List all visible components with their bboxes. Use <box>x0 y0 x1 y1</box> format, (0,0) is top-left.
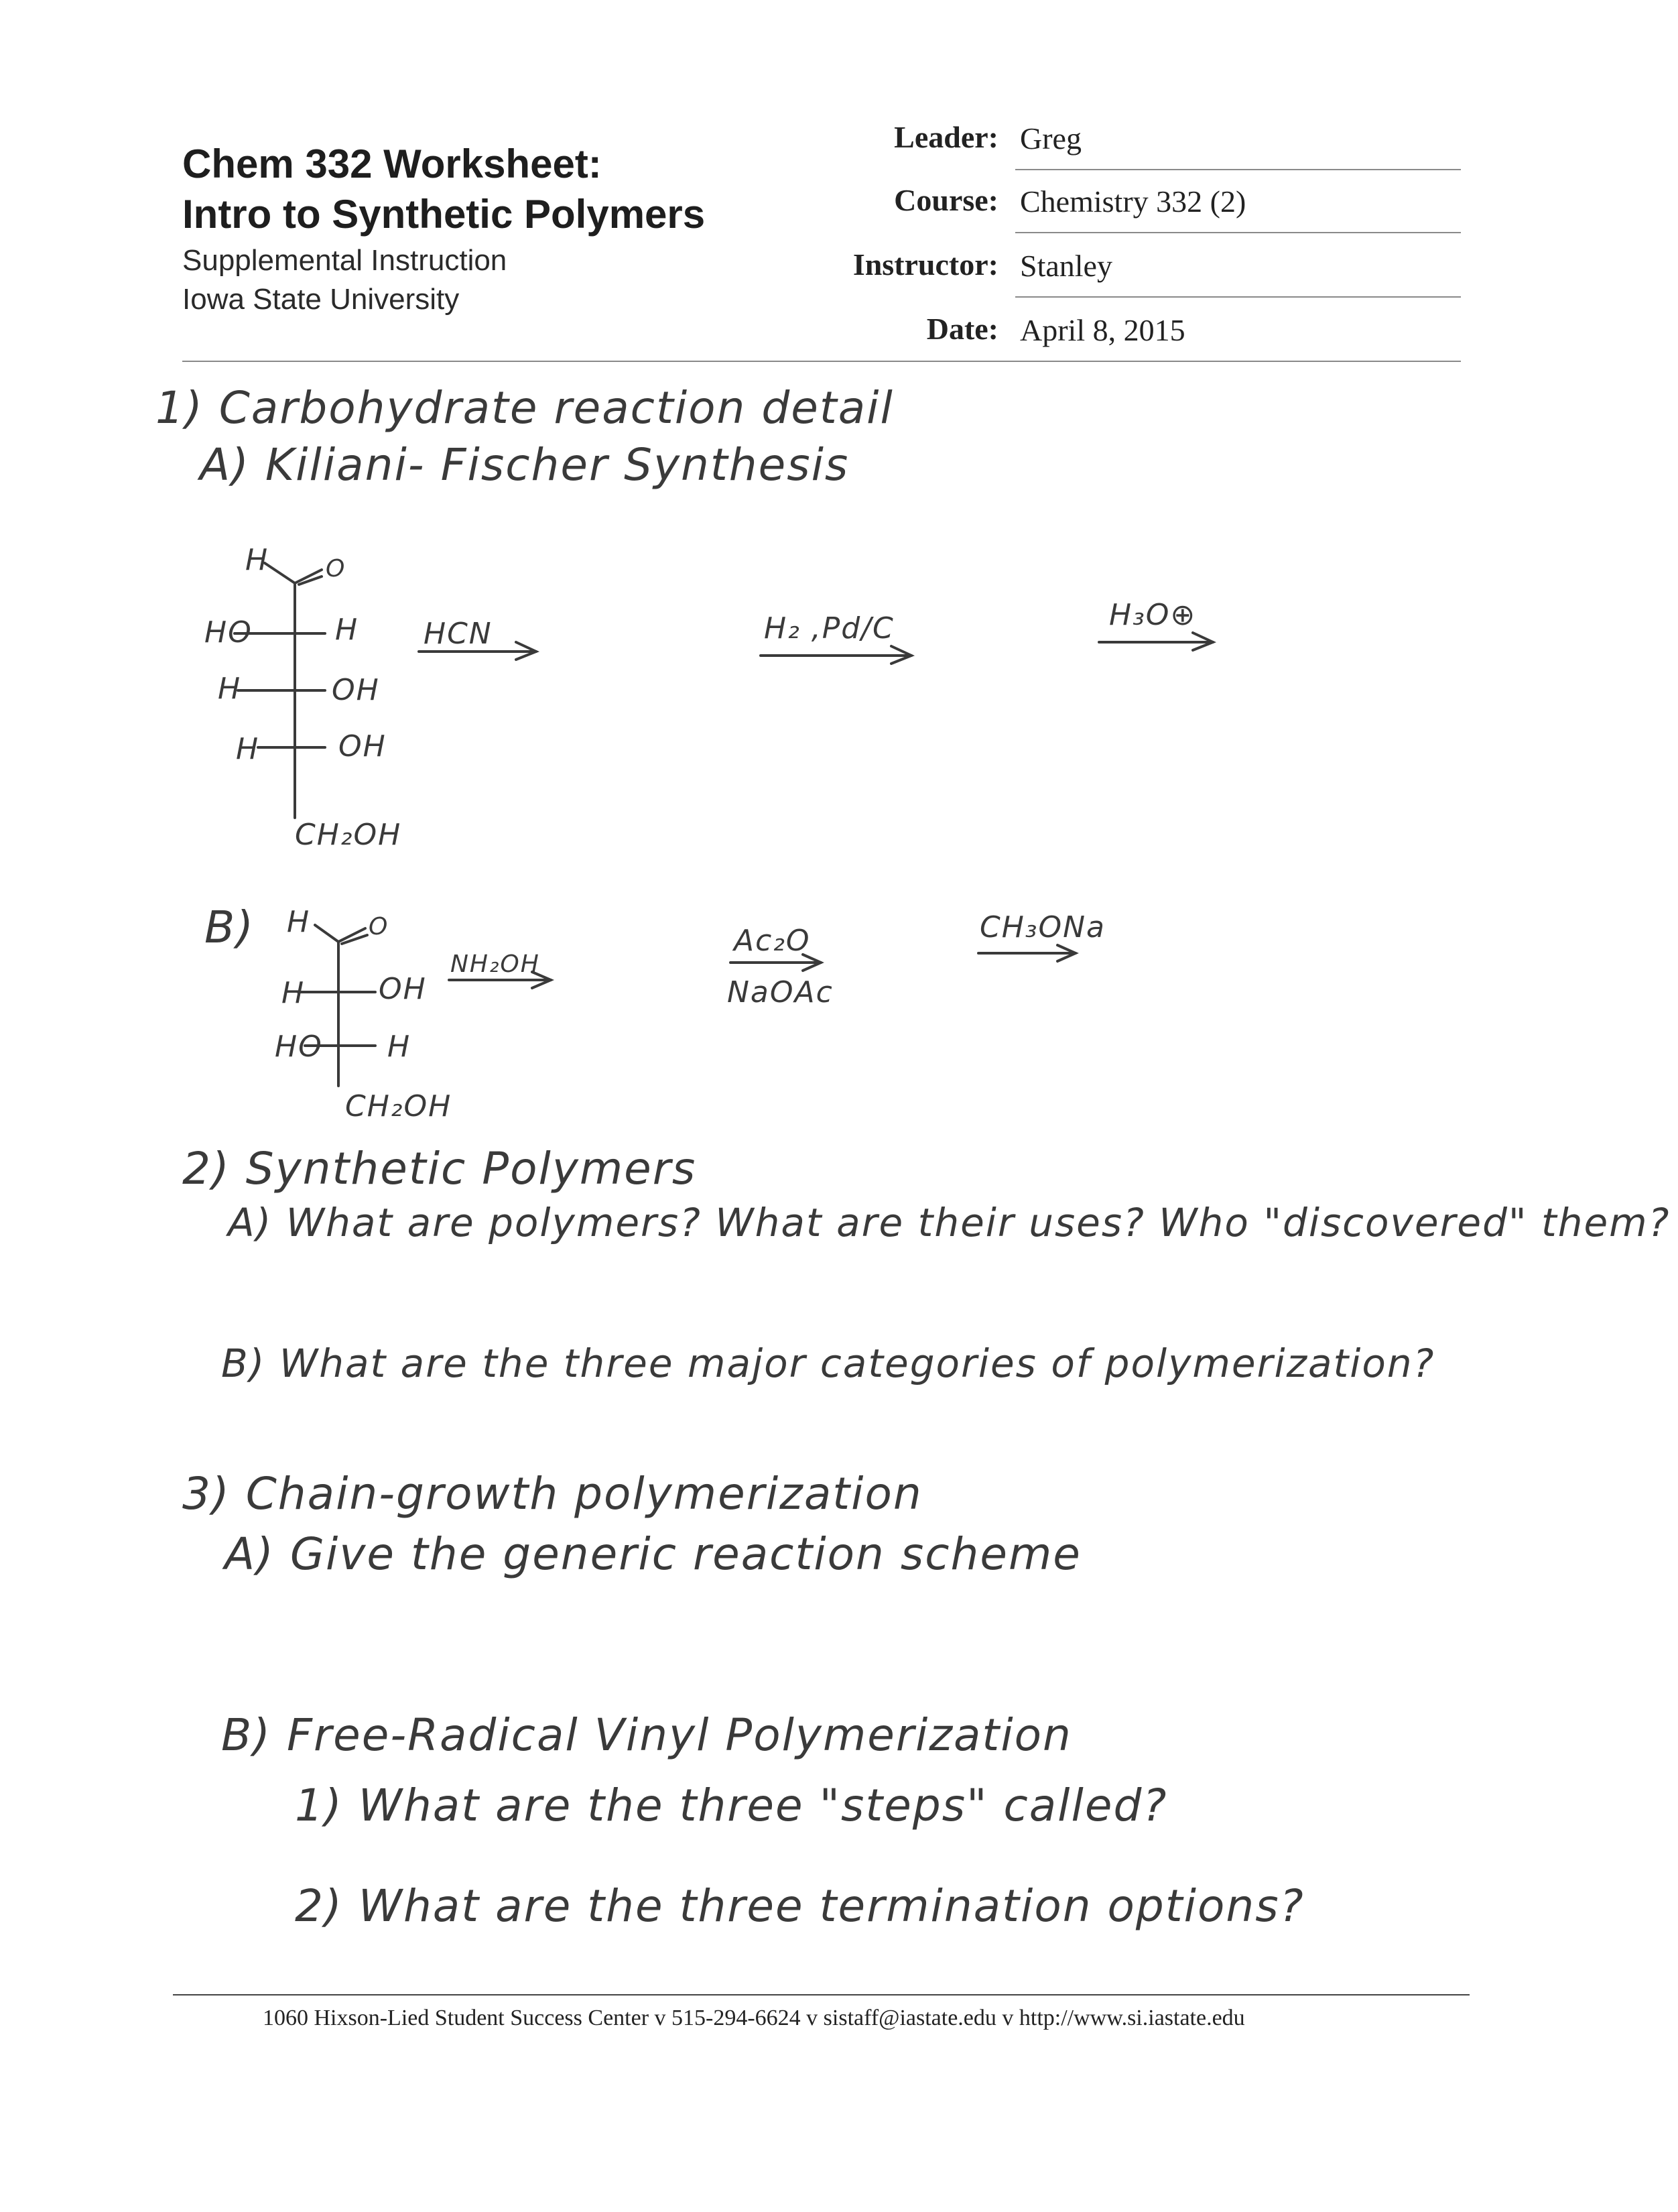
reagent-ch3ona: CH₃ONa <box>980 910 1106 944</box>
footer-contact: 1060 Hixson-Lied Student Success Center v 515-294-6624 v sistaff@iastate.edu v http://www.si.iastate.edu <box>263 2006 1245 2030</box>
reagent-h3o-plus: H₃O⊕ <box>1109 598 1197 632</box>
section2-question-b: B) What are the three major categories of polymerization? <box>221 1341 1435 1386</box>
fischer-b-row1-left: H <box>281 976 306 1010</box>
section3-question-b2: 2) What are the three termination options? <box>295 1880 1305 1932</box>
section2-question-a: A) What are polymers? What are their uses? Who "discovered" them? <box>228 1200 1671 1245</box>
section3-question-b: B) Free-Radical Vinyl Polymerization <box>221 1709 1072 1761</box>
instructor-value: Stanley <box>1020 249 1112 283</box>
subtitle-line1: Supplemental Instruction <box>182 244 507 277</box>
fischer-a-row1-left: HO <box>204 615 253 650</box>
worksheet-title-line2: Intro to Synthetic Polymers <box>182 192 706 237</box>
instructor-label: Instructor: <box>852 247 998 282</box>
fischer-a-row3-right: OH <box>338 729 387 763</box>
fischer-b-row1-right: OH <box>379 972 427 1006</box>
section2-heading: 2) Synthetic Polymers <box>182 1143 697 1194</box>
fischer-a-row2-left: H <box>218 672 242 706</box>
section3-heading: 3) Chain-growth polymerization <box>182 1468 923 1520</box>
section1-part-b-label: B) <box>204 902 255 953</box>
date-value: April 8, 2015 <box>1020 313 1185 347</box>
reagent-ac2o: Ac₂O <box>734 924 811 958</box>
footer-divider <box>173 1994 1470 1995</box>
worksheet-title-line1: Chem 332 Worksheet: <box>182 141 602 186</box>
fischer-a-row1-right: H <box>335 613 359 647</box>
fischer-a-top-h: H <box>245 543 269 577</box>
section1-part-a-label: A) Kiliani- Fischer Synthesis <box>200 439 850 491</box>
reagent-h2-pdc: H₂ ,Pd/C <box>764 611 895 646</box>
subtitle-line2: Iowa State University <box>182 283 460 316</box>
fischer-b-row2-right: H <box>387 1030 411 1064</box>
leader-value: Greg <box>1020 121 1082 156</box>
course-label: Course: <box>894 183 998 217</box>
section3-question-a: A) Give the generic reaction scheme <box>224 1528 1082 1580</box>
fischer-b-top-h: H <box>287 905 311 939</box>
fischer-b-aldehyde-o: O <box>369 913 389 940</box>
reagent-nh2oh: NH₂OH <box>450 950 540 978</box>
date-label: Date: <box>926 312 998 346</box>
reagent-naoac: NaOAc <box>727 975 834 1009</box>
section1-heading: 1) Carbohydrate reaction detail <box>155 382 894 434</box>
reagent-hcn: HCN <box>424 617 493 651</box>
fischer-a-row3-left: H <box>236 732 260 766</box>
fischer-b-row2-left: HO <box>275 1030 323 1064</box>
course-value: Chemistry 332 (2) <box>1020 184 1246 219</box>
fischer-a-aldehyde-o: O <box>326 555 346 582</box>
fischer-b-bottom: CH₂OH <box>345 1089 452 1123</box>
fischer-a-row2-right: OH <box>332 673 380 707</box>
leader-label: Leader: <box>894 120 998 154</box>
section3-question-b1: 1) What are the three "steps" called? <box>295 1780 1168 1831</box>
fischer-a-bottom: CH₂OH <box>295 818 402 852</box>
